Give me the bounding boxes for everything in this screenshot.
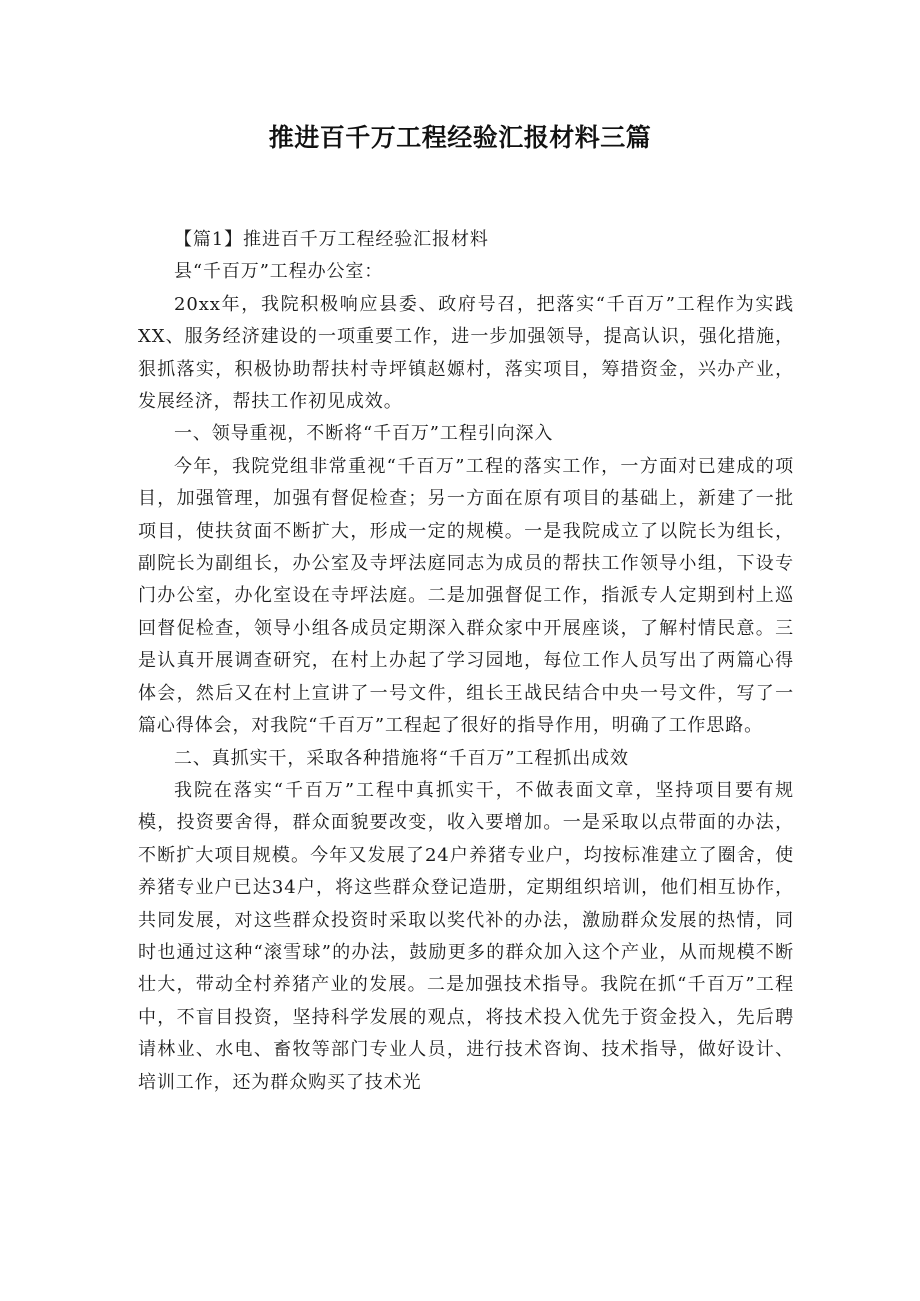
subheading-2: 二、真抓实干，采取各种措施将“千百万”工程抓出成效 [174, 747, 629, 769]
subheading-1: 一、领导重视，不断将“千百万”工程引向深入 [174, 423, 554, 445]
paragraph: 我院在落实“千百万”工程中真抓实干，不做表面文章，坚持项目要有规模，投资要舍得，群众面貌要改变，收入要增加。一是采取以点带面的办法，不断扩大项目规模。今年又发展了24户养猪专业户，均按标准建立了圈舍，使养猪专业户已达34户，将这些群众登记造册，定期组织培训，他们相互协作，共同发展，对这些群众投资时采取以奖代补的办法，激励群众发展的热情，同时也通过这种“滚雪球”的办法，鼓励更多的群众加入这个产业，从而规模不断壮大，带动全村养猪产业的发展。二是加强技术指导。我院在抓“千百万”工程中，不盲目投资，坚持科学发展的观点，将技术投入优先于资金投入，先后聘请林业、水电、畜牧等部门专业人员，进行技术咨询、技术指导，做好设计、培训工作，还为群众购买了技术光 [138, 779, 794, 1093]
salutation: 县“千百万”工程办公室： [174, 261, 384, 283]
paragraph: 20xx年，我院积极响应县委、政府号召，把落实“千百万”工程作为实践XX、服务经济建设的一项重要工作，进一步加强领导，提高认识，强化措施，狠抓落实，积极协助帮扶村寺坪镇赵嫄村，落实项目，筹措资金，兴办产业，发展经济，帮扶工作初见成效。 [138, 293, 794, 413]
section-heading-1: 【篇1】推进百千万工程经验汇报材料 [174, 229, 489, 250]
document-title: 推进百千万工程经验汇报材料三篇 [268, 123, 652, 152]
document-body [138, 224, 794, 1099]
paragraph: 今年，我院党组非常重视“千百万”工程的落实工作，一方面对已建成的项目，加强管理，加强有督促检查；另一方面在原有项目的基础上，新建了一批项目，使扶贫面不断扩大，形成一定的规模。一是我院成立了以院长为组长，副院长为副组长，办公室及寺坪法庭同志为成员的帮扶工作领导小组，下设专门办公室，办化室设在寺坪法庭。二是加强督促工作，指派专人定期到村上巡回督促检查，领导小组各成员定期深入群众家中开展座谈，了解村情民意。三是认真开展调查研究，在村上办起了学习园地，每位工作人员写出了两篇心得体会，然后又在村上宣讲了一号文件，组长王战民结合中央一号文件，写了一篇心得体会，对我院“千百万”工程起了很好的指导作用，明确了工作思路。 [138, 455, 794, 737]
